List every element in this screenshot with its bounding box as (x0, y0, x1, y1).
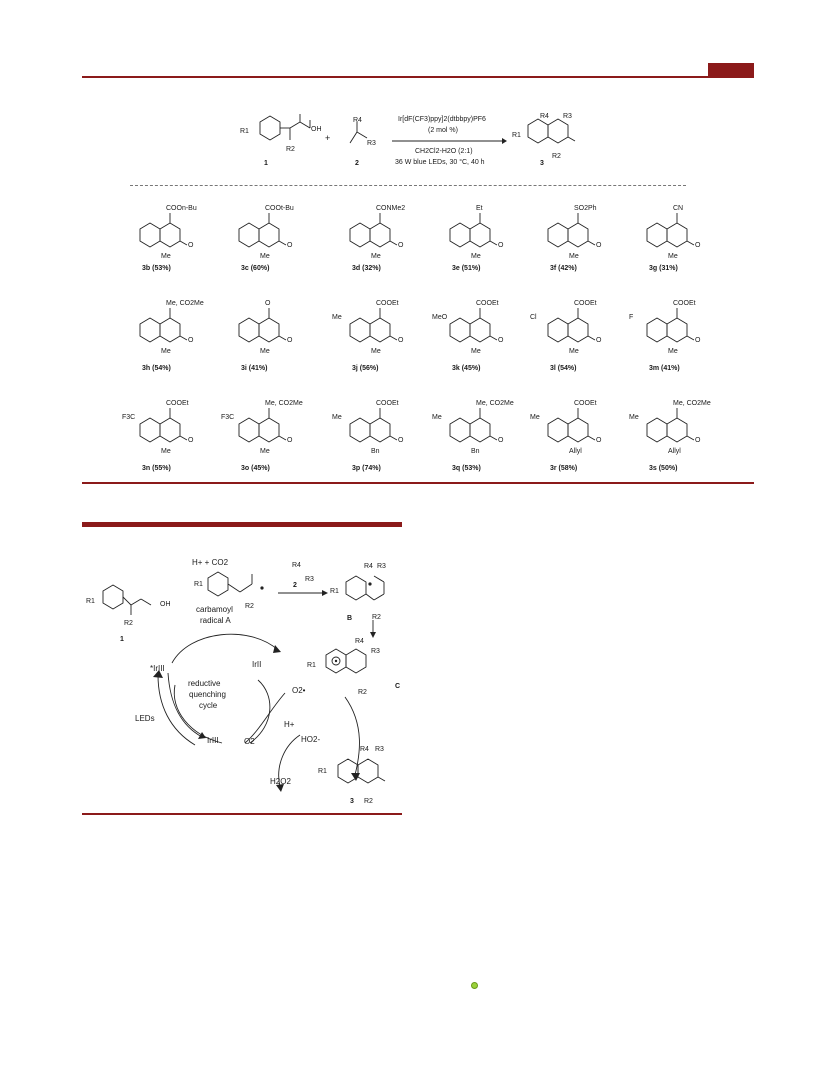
product-substituent: COOEt (376, 400, 399, 407)
product-n-substituent: Allyl (569, 448, 582, 455)
product-ring-substituent: F (629, 314, 634, 321)
product-r3: R3 (563, 113, 572, 120)
product-ring-substituent: Cl (530, 314, 537, 321)
mech-r2: R2 (124, 620, 133, 627)
product-substituent: COOEt (376, 300, 399, 307)
product-n-substituent: Me (668, 253, 678, 260)
ir-ii-label: IrII (252, 660, 262, 669)
product-carbonyl-o: O (188, 242, 194, 249)
product-substituent: COOn-Bu (166, 205, 197, 212)
b-r3: R3 (377, 563, 386, 570)
product-label: 3r (58%) (550, 465, 578, 472)
loading-text: (2 mol %) (428, 127, 458, 134)
carbamoyl-r2: R2 (245, 603, 254, 610)
product-carbonyl-o: O (596, 437, 602, 444)
product-r2: R2 (552, 153, 561, 160)
o2-radical-label: O2• (292, 686, 306, 695)
product-substituent: COOEt (166, 400, 189, 407)
product-substituent: Me, CO2Me (476, 400, 514, 407)
r2-label: R2 (286, 146, 295, 153)
product-ring-substituent: Me (432, 414, 442, 421)
conditions-text: 36 W blue LEDs, 30 °C, 40 h (395, 159, 485, 166)
product-ring-substituent: F3C (122, 414, 136, 421)
product-ring-substituent: Me (332, 414, 342, 421)
product-substituent: COOEt (574, 300, 597, 307)
product-substituent: Me, CO2Me (166, 300, 204, 307)
ho2-label: HO2- (301, 735, 321, 744)
product-n-substituent: Me (371, 348, 381, 355)
intermediate-b-structure (338, 570, 408, 615)
product-n-substituent: Me (161, 448, 171, 455)
product-carbonyl-o: O (287, 437, 293, 444)
b-r4: R4 (364, 563, 373, 570)
h-co2-text: H+ + CO2 (192, 558, 229, 567)
mech-r1: R1 (86, 598, 95, 605)
mech-1-label: 1 (120, 636, 124, 643)
product-n-substituent: Me (161, 348, 171, 355)
product-label: 3d (32%) (352, 265, 381, 272)
product-r4: R4 (540, 113, 549, 120)
product-substituent: CN (673, 205, 684, 212)
product-substituent: Me, CO2Me (673, 400, 711, 407)
product-label: 3q (53%) (452, 465, 481, 472)
p3-r3: R3 (375, 746, 384, 753)
dotted-divider (130, 185, 686, 186)
header-rule (82, 76, 754, 78)
product-substituent: COOEt (574, 400, 597, 407)
product-3-label: 3 (540, 160, 544, 167)
reactant-2-label: 2 (355, 160, 359, 167)
product-label: 3m (41%) (649, 365, 680, 372)
c-label: C (395, 683, 401, 690)
product-label: 3p (74%) (352, 465, 381, 472)
product-n-substituent: Me (161, 253, 171, 260)
product-substituent: O (265, 300, 271, 307)
product-ring-substituent: MeO (432, 314, 448, 321)
product-label: 3f (42%) (550, 265, 577, 272)
product-n-substituent: Me (471, 253, 481, 260)
product-label: 3s (50%) (649, 465, 678, 472)
product-label: 3k (45%) (452, 365, 481, 372)
product-label: 3e (51%) (452, 265, 481, 272)
green-dot-marker (471, 982, 478, 989)
product-carbonyl-o: O (596, 337, 602, 344)
product-n-substituent: Bn (471, 448, 480, 455)
scheme-title-bar (82, 522, 402, 527)
product-r1: R1 (512, 132, 521, 139)
product-carbonyl-o: O (398, 437, 404, 444)
product-n-substituent: Me (260, 253, 270, 260)
p3-r2: R2 (364, 798, 373, 805)
product-ring-substituent: Me (530, 414, 540, 421)
mech-product-3-structure (330, 755, 400, 800)
ir-star-label: *IrIII (150, 664, 165, 673)
c-r2: R2 (358, 689, 367, 696)
product-n-substituent: Me (569, 253, 579, 260)
mech-r3-alkene: R3 (305, 576, 314, 583)
b-label: B (347, 615, 353, 622)
product-substituent: COOEt (476, 300, 499, 307)
r4-label: R4 (353, 117, 362, 124)
o2-label: O2 (244, 737, 255, 746)
product-label: 3g (31%) (649, 265, 678, 272)
product-carbonyl-o: O (596, 242, 602, 249)
product-carbonyl-o: O (188, 437, 194, 444)
product-substituent: COOEt (673, 300, 696, 307)
reaction-arrow (392, 138, 507, 144)
reactant-1-label: 1 (264, 160, 268, 167)
product-carbonyl-o: O (398, 337, 404, 344)
product-carbonyl-o: O (695, 437, 701, 444)
product-ring-substituent: F3C (221, 414, 235, 421)
solvent-text: CH2Cl2-H2O (2:1) (415, 148, 473, 155)
product-label: 3c (60%) (241, 265, 270, 272)
product-carbonyl-o: O (695, 337, 701, 344)
c-r1: R1 (307, 662, 316, 669)
product-substituent: Me, CO2Me (265, 400, 303, 407)
product-3-structure (520, 115, 580, 160)
scheme-bottom-rule (82, 813, 402, 815)
product-carbonyl-o: O (287, 337, 293, 344)
product-carbonyl-o: O (287, 242, 293, 249)
mech-r4: R4 (292, 562, 301, 569)
product-label: 3i (41%) (241, 365, 268, 372)
product-ring-substituent: Me (332, 314, 342, 321)
mech-oh: OH (160, 601, 171, 608)
c-r4: R4 (355, 638, 364, 645)
catalyst-text: Ir[dF(CF3)ppy]2(dtbbpy)PF6 (398, 116, 486, 123)
plus-sign: + (325, 133, 331, 143)
product-substituent: CONMe2 (376, 205, 406, 212)
oh-label: OH (311, 126, 322, 133)
product-label: 3l (54%) (550, 365, 577, 372)
p3-r4: R4 (360, 746, 369, 753)
product-carbonyl-o: O (398, 242, 404, 249)
table-bottom-rule (82, 482, 754, 484)
c-r3: R3 (371, 648, 380, 655)
h-plus-label: H+ (284, 720, 295, 729)
cycle-text-2: quenching (189, 690, 226, 699)
arrow-b-to-c (370, 620, 376, 638)
carbamoyl-label: carbamoyl (196, 605, 233, 614)
product-carbonyl-o: O (498, 242, 504, 249)
product-n-substituent: Me (569, 348, 579, 355)
product-n-substituent: Bn (371, 448, 380, 455)
radical-a-label: radical A (200, 616, 231, 625)
cycle-text-3: cycle (199, 701, 218, 710)
p3-r1: R1 (318, 768, 327, 775)
arrow-to-b (278, 590, 328, 596)
r1-label: R1 (240, 128, 249, 135)
product-label: 3b (53%) (142, 265, 171, 272)
h2o2-label: H2O2 (270, 777, 291, 786)
b-r2: R2 (372, 614, 381, 621)
product-carbonyl-o: O (695, 242, 701, 249)
product-substituent: SO2Ph (574, 205, 597, 212)
product-n-substituent: Allyl (668, 448, 681, 455)
product-n-substituent: Me (471, 348, 481, 355)
reactant-1-structure (250, 112, 330, 162)
b-r1: R1 (330, 588, 339, 595)
product-substituent: Et (476, 205, 483, 212)
leds-label: LEDs (135, 714, 155, 723)
product-n-substituent: Me (668, 348, 678, 355)
product-substituent: COOt-Bu (265, 205, 294, 212)
product-ring-substituent: Me (629, 414, 639, 421)
product-carbonyl-o: O (188, 337, 194, 344)
carbamoyl-r1: R1 (194, 581, 203, 588)
product-n-substituent: Me (371, 253, 381, 260)
product-label: 3n (55%) (142, 465, 171, 472)
product-label: 3h (54%) (142, 365, 171, 372)
product-carbonyl-o: O (498, 437, 504, 444)
mech-2-label: 2 (293, 582, 297, 589)
product-label: 3o (45%) (241, 465, 270, 472)
product-carbonyl-o: O (498, 337, 504, 344)
product-n-substituent: Me (260, 348, 270, 355)
product-n-substituent: Me (260, 448, 270, 455)
cycle-text-1: reductive (188, 679, 221, 688)
ir-iii-label: IrIII (207, 736, 219, 745)
p3-label: 3 (350, 798, 354, 805)
carbamoyl-radical-structure (200, 570, 270, 610)
r3-label: R3 (367, 140, 376, 147)
product-label: 3j (56%) (352, 365, 379, 372)
